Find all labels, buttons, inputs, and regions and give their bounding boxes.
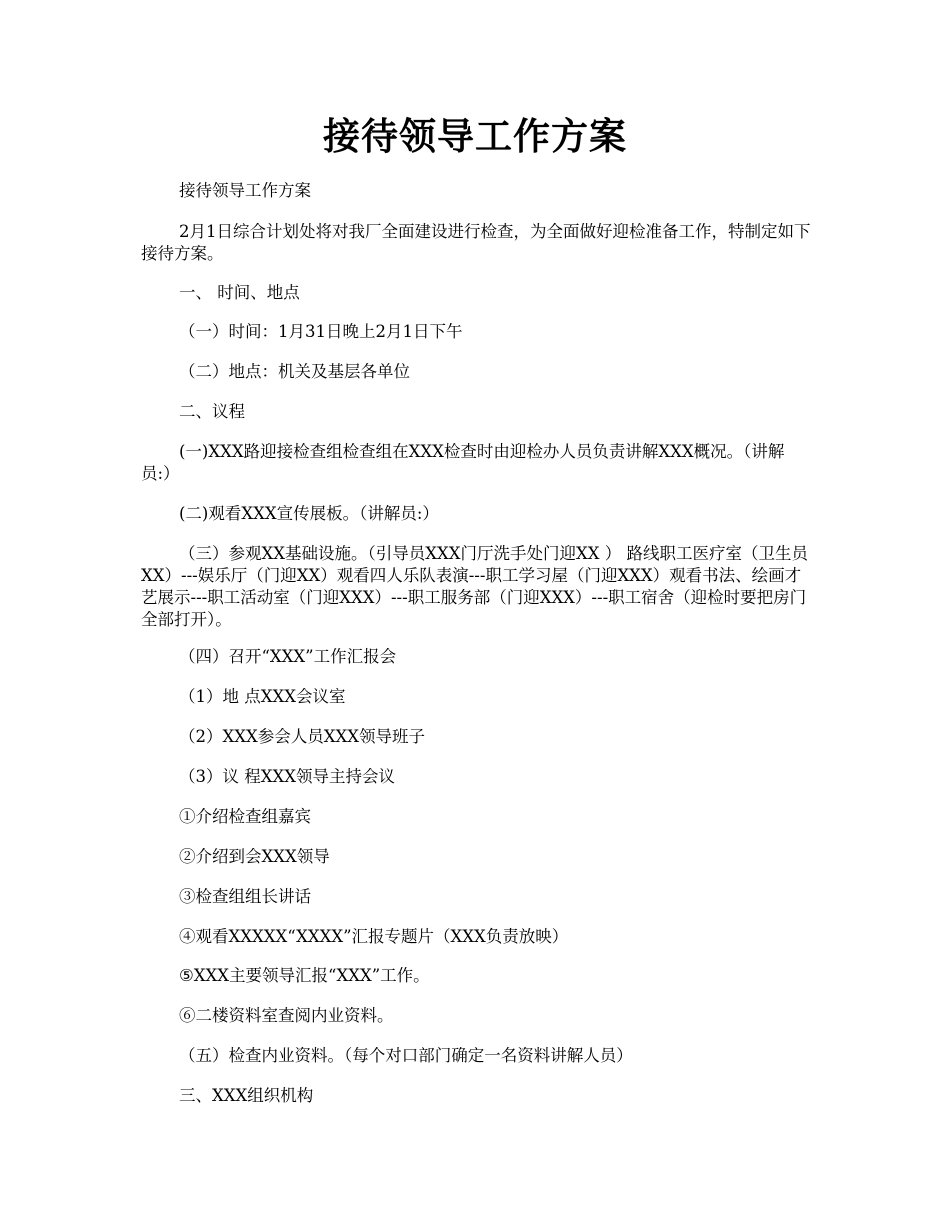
meeting-agenda: （3）议 程XXX领导主持会议 — [179, 767, 395, 786]
agenda-item-4: （四）召开“XXX”工作汇报会 — [179, 647, 397, 666]
paragraph-subtitle: 接待领导工作方案 — [179, 181, 311, 200]
meeting-step-5: ⑤XXX主要领导汇报“XXX”工作。 — [179, 966, 430, 985]
agenda-item-3: （三）参观XX基础设施。（引导员XXX门厅洗手处门迎XX ） 路线职工医疗室（卫生员XX）---娱乐厅（门迎XX）观看四人乐队表演---职工学习屋（门迎XXX）观看书法、绘画才艺展示---职工活动室（门迎XXX）---职工服务部（门迎XXX）---职工宿舍（迎检时要把房门全部打开）。 — [141, 544, 808, 629]
document-title: 接待领导工作方案 — [323, 114, 627, 158]
agenda-item-5: （五）检查内业资料。（每个对口部门确定一名资料讲解人员） — [179, 1046, 633, 1065]
paragraph-time: （一）时间：1月31日晚上2月1日下午 — [179, 322, 463, 341]
heading-time-place: 一、 时间、地点 — [179, 283, 300, 302]
meeting-attendees: （2）XXX参会人员XXX领导班子 — [179, 727, 425, 746]
agenda-item-1: (一)XXX路迎接检查组检查组在XXX检查时由迎检办人员负责讲解XXX概况。（讲解员:） — [141, 442, 785, 483]
heading-organization: 三、XXX组织机构 — [179, 1086, 314, 1105]
heading-agenda: 二、议程 — [179, 402, 245, 421]
meeting-step-6: ⑥二楼资料室查阅内业资料。 — [179, 1006, 394, 1025]
meeting-step-3: ③检查组组长讲话 — [179, 887, 311, 906]
meeting-step-4: ④观看XXXXX“XXXX”汇报专题片（XXX负责放映） — [179, 927, 569, 946]
meeting-step-2: ②介绍到会XXX领导 — [179, 847, 330, 866]
agenda-item-2: (二)观看XXX宣传展板。（讲解员:） — [179, 504, 439, 523]
meeting-location: （1）地 点XXX会议室 — [179, 687, 346, 706]
paragraph-place: （二）地点：机关及基层各单位 — [179, 362, 410, 381]
meeting-step-1: ①介绍检查组嘉宾 — [179, 807, 311, 826]
paragraph-intro: 2月1日综合计划处将对我厂全面建设进行检查，为全面做好迎检准备工作，特制定如下接待方案。 — [141, 222, 811, 263]
